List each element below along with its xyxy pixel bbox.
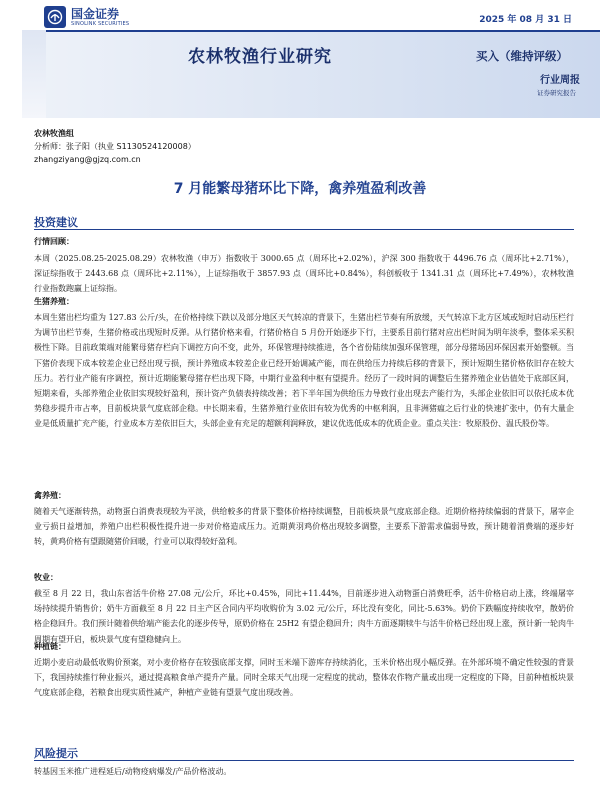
hog-text: 本周生猪出栏均重为 127.83 公斤/头，在价格持续下跌以及部分地区天气转凉的背景下，生猪出栏节奏有所放缓，天气转凉下北方区域或短时启动压栏行为调节出栏节奏，生猪价格或出现短时反弹。从行猪价格来看，行猪价格自 5 月份开始逐步下行，主要系目前行猪对应出栏时间为明年淡季，整体采买积极性下降。目前政策端对能繁母猪存栏向下调控方向不变，此外，环保管理持续推进，各个省份陆续加强环保管理，部分母猪场因环保因素开始整顿。当下猪价表现下成本较差企业已经出现亏损，预计养殖成本较差企业已经开始调减产能，而在供给压力持续后移的背景下，预计短期生猪价格依旧存在较大压力。若行业产能有序调控，预计近期能繁母猪存栏出现下降，中期行业盈利中枢有望提升。经历了一段时间的调整后生猪养殖企业估值处于底部区间，短期来看，头部养殖企业依旧实现较好盈利，预计资产负债表持续改善；若下半年国为供给压力导致行业出现去产能行为，头部企业依旧可以依托成本优势稳步提升市占率，目前板块景气度底部企稳。中长期来看，生猪养殖行业依旧有较为优秀的中枢利润，且非洲猪瘟之后行业的快速扩张中，仍有大量企业是低质量扩充产能，行业成本方差依旧巨大，头部企业有充足的超额利润释放，建议优选低成本的优质企业。重点关注：牧原股份、温氏股份等。 <box>34 313 574 429</box>
seed-text: 近期小麦启动最低收购价预案，对小麦价格存在较强底部支撑，同时玉米端下游库存持续消化，玉米价格出现小幅反弹。在外部环境不确定性较强的背景下，我国持续推行种业振兴，通过提高粮食单产提升产量。同时全球天气出现一定程度的扰动，整体农作物产量或出现一定程度的下降，目前种植板块景气度底部企稳，若粮食出现实质性减产，种植产业链有望景气度出现改善。 <box>34 658 574 698</box>
weekly-review-label: 行情回顾： <box>34 237 74 246</box>
weekly-review-text: 本周（2025.08.25-2025.08.29）农林牧渔（申万）指数收于 3000.65 点（周环比+2.02%），沪深 300 指数收于 4496.76 点（周环比+2.71%），深证综指收于 2443.68 点（周环比+2.11%），上证综指收于 3857.93 点（周环比+0.84%），科创板收于 1341.31 点（周环比+7.49%），农林牧渔行业指数跑赢上证综指。 <box>34 254 574 294</box>
analyst-name: 分析师：张子阳（执业 S1130524120008） <box>34 142 196 151</box>
risk-text: 转基因玉米推广进程延后/动物疫病爆发/产品价格波动。 <box>34 767 232 776</box>
analyst-team: 农林牧渔组 <box>34 129 74 138</box>
report-type: 行业周报 <box>540 75 580 86</box>
sinolink-logo-icon <box>44 6 66 28</box>
industry-title: 农林牧渔行业研究 <box>188 47 332 67</box>
report-header <box>0 0 600 122</box>
poultry-text: 随着天气逐渐转热，动物蛋白消费表现较为平淡，供给較多的背景下整体价格持续调整，目前板块景气度底部企稳。近期价格持续偏弱的背景下，屠宰企业亏损日益增加，养殖户出栏积极性提升进一步对价格造成压力。近期黄羽鸡价格出现较多调整，主要系下游需求偏弱导致，预计随着消费端的逐步好转，黄鸡价格有望跟随猪价回暖，行业可以取得较好盈利。 <box>34 507 574 547</box>
section-risk-heading: 风险提示 <box>34 747 78 760</box>
livestock-label: 牧业： <box>34 573 58 582</box>
livestock-text: 截至 8 月 22 日，我山东省活牛价格 27.08 元/公斤，环比+0.45%，同比+11.44%，目前逐步进入动物蛋白消费旺季，活牛价格启动上涨，终端屠宰场持续提升销售价；奶牛方面截至 8 月 22 日主产区合同内平均收购价为 3.02 元/公斤，环比没有变化，同比-5.63%。奶价下跌幅度持续收窄，散奶价格企稳回升。我们预计随着供给端产能去化的逐步传导，原奶价格在 25H2 有望企稳回升；肉牛方面逐期犊牛与活牛价格已经出现上涨，预计新一轮肉牛周期有望开启，板块景气度有望稳健向上。 <box>34 589 574 644</box>
analyst-email[interactable]: zhangziyang@gjzq.com.cn <box>34 155 141 164</box>
report-date: 2025 年 08 月 31 日 <box>479 15 572 25</box>
analyst-info <box>34 127 574 166</box>
header-band-accent <box>22 30 46 118</box>
logo-name-cn: 国金证券 <box>71 6 120 21</box>
hog-label: 生猪养殖： <box>34 297 74 306</box>
poultry-label: 禽养殖： <box>34 491 66 500</box>
seed-label: 种植链： <box>34 642 66 651</box>
section-divider <box>34 760 574 761</box>
sinolink-logo <box>44 6 129 28</box>
section-investment-heading: 投资建议 <box>34 216 78 229</box>
report-category: 证券研究报告 <box>537 89 576 97</box>
section-divider <box>34 229 574 230</box>
logo-name-en: SINOLINK SECURITIES <box>71 20 130 27</box>
rating-badge: 买入（维持评级） <box>476 49 568 63</box>
document-title: 7 月能繁母猪环比下降，禽养殖盈利改善 <box>173 181 427 197</box>
header-band-stripe <box>22 30 600 32</box>
